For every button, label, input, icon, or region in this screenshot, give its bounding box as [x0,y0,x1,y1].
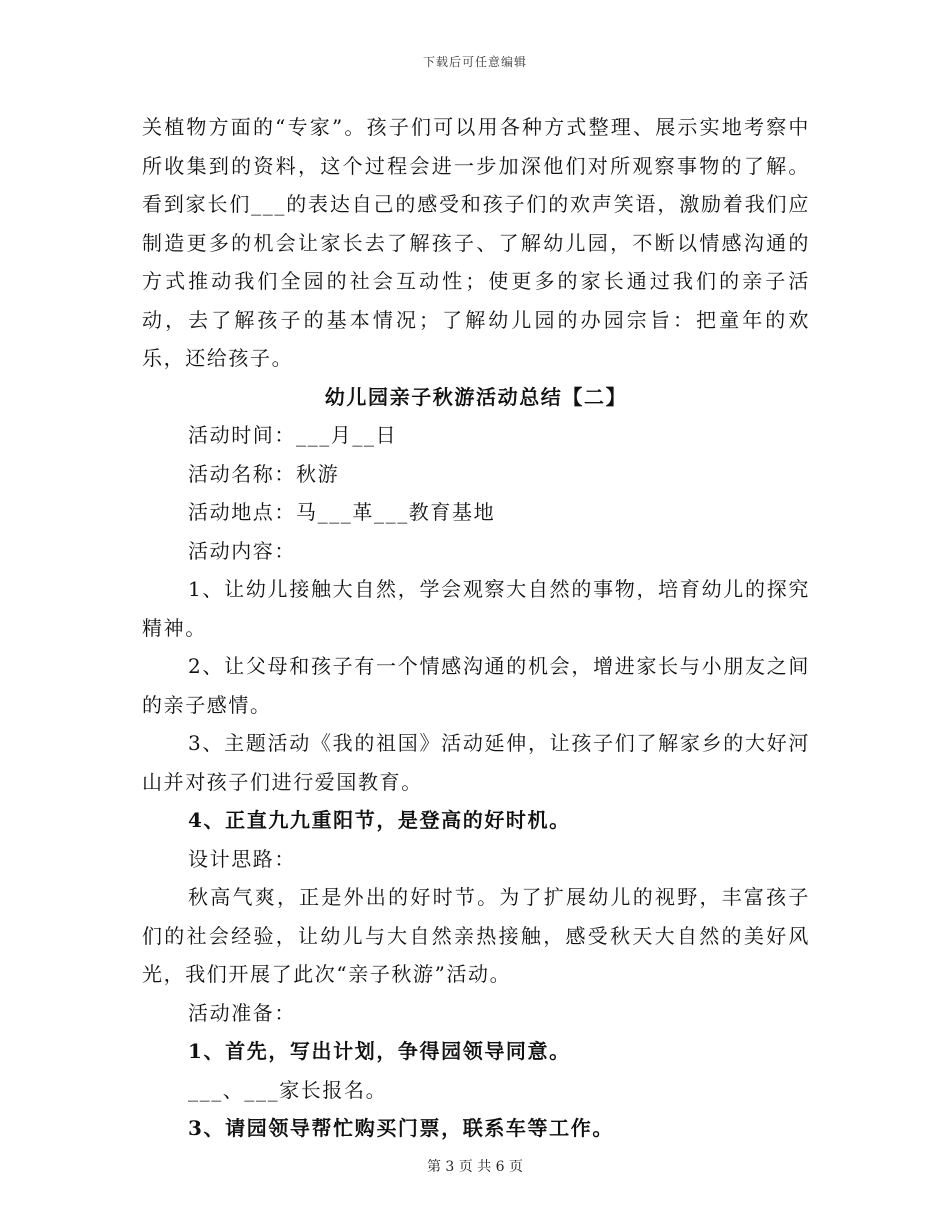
activity-name: 活动名称：秋游 [188,461,340,486]
content-item-3: 3、主题活动《我的祖国》活动延伸，让孩子们了解家乡的大好河山并对孩子们进行爱国教育。 [142,731,810,794]
preparation-item-1: 1、首先，写出计划，争得园领导同意。 [188,1039,571,1063]
content-item-1: 1、让幼儿接触大自然，学会观察大自然的事物，培育幼儿的探究精神。 [142,577,810,640]
activity-place: 活动地点：马___革___教育基地 [188,500,496,524]
preparation-label: 活动准备： [188,1000,296,1025]
page-header: 下载后可任意编辑 [422,55,527,69]
preparation-item-3: 3、请园领导帮忙购买门票，联系车等工作。 [188,1116,614,1140]
activity-content-label: 活动内容： [188,538,296,563]
design-text: 秋高气爽，正是外出的好时节。为了扩展幼儿的视野，丰富孩子们的社会经验，让幼儿与大自然亲热接触，感受秋天大自然的美好风光，我们开展了此次“亲子秋游”活动。 [142,885,810,986]
preparation-item-2: ___、___家长报名。 [188,1077,388,1102]
document-body [142,108,810,1148]
page-footer: 第 3 页 共 6 页 [426,1159,524,1175]
continued-paragraph: 关植物方面的“专家”。孩子们可以用各种方式整理、展示实地考察中所收集到的资料，这个过程会进一步加深他们对所观察事物的了解。看到家长们___的表达自己的感受和孩子们的欢声笑语，激励着我们应制造更多的机会让家长去了解孩子、了解幼儿园，不断以情感沟通的方式推动我们全园的社会互动性；使更多的家长通过我们的亲子活动，去了解孩子的基本情况；了解幼儿园的办园宗旨：把童年的欢乐，还给孩子。 [142,115,810,370]
design-label: 设计思路： [188,846,296,871]
section-title: 幼儿园亲子秋游活动总结【二】 [324,384,628,409]
activity-time: 活动时间：___月__日 [188,423,398,447]
content-item-4: 4、正直九九重阳节，是登高的好时机。 [188,808,571,832]
content-item-2: 2、让父母和孩子有一个情感沟通的机会，增进家长与小朋友之间的亲子感情。 [142,654,810,717]
